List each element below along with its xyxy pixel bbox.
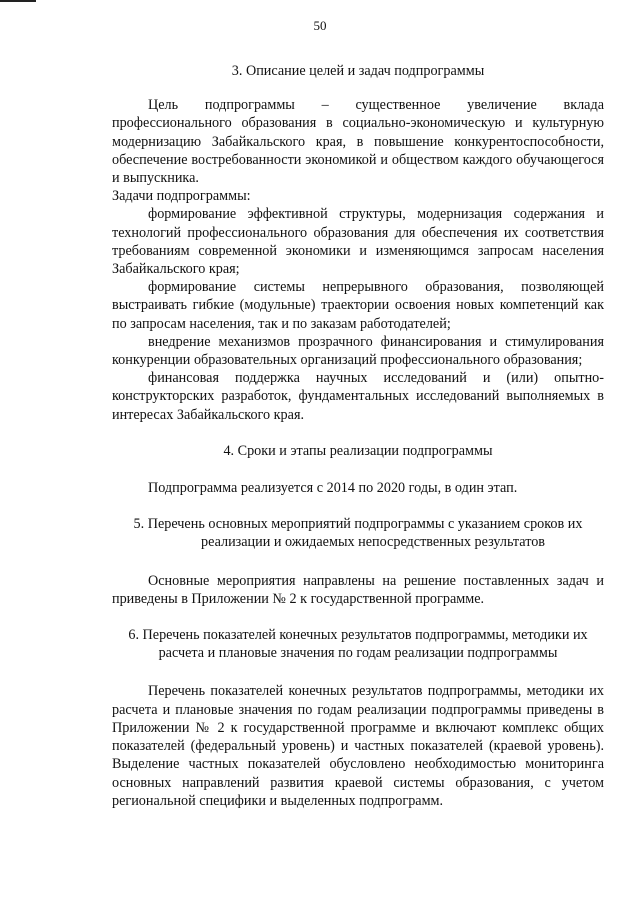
document-body (112, 62, 604, 810)
page-number: 50 (313, 18, 327, 33)
tasks-label: Задачи подпрограммы: (112, 188, 251, 205)
section-3-heading: 3. Описание целей и задач подпрограммы (231, 63, 485, 79)
section-5-heading-line2: реализации и ожидаемых непосредственных результатов (201, 534, 545, 551)
section-6-heading: 6. Перечень показателей конечных результатов подпрограммы, методики их расчета и плановые значения по годам реализации подпрограммы (128, 627, 588, 662)
corner-mark (0, 0, 36, 2)
task-item-4: финансовая поддержка научных исследований и (или) опытно-конструкторских разработок, фундаментальных исследований выполняемых в интересах Забайкальского края. (112, 370, 604, 423)
indicators-paragraph: Перечень показателей конечных результатов подпрограммы, методики их расчета и плановые значения по годам реализации подпрограммы приведены в Приложении № 2 к государственной программе и включают комплекс общих показателей (федеральный уровень) и частных показателей (краевой уровень). Выделение частных показателей обусловлено необходимостью мониторинга основных направлений развития краевой системы образования, с учетом региональной специфики и выделенных подпрограмм. (112, 683, 604, 809)
section-5-heading (112, 515, 604, 551)
task-item-2: формирование системы непрерывного образования, позволяющей выстраивать гибкие (модульные) траектории освоения новых компетенций как по запросам населения, так и по заказам работодателей; (112, 279, 604, 332)
section-4-heading: 4. Сроки и этапы реализации подпрограммы (223, 442, 493, 459)
activities-paragraph: Основные мероприятия направлены на решение поставленных задач и приведены в Приложении № 2 к государственной программе. (112, 572, 604, 607)
goal-paragraph: Цель подпрограммы – существенное увеличение вклада профессионального образования в социально-экономическую и культурную модернизацию Забайкальского края, в повышение конкурентоспособности, обеспечение востребованности экономикой и обществом каждого обучающегося и выпускника. (112, 97, 604, 187)
task-item-3: внедрение механизмов прозрачного финансирования и стимулирования конкуренции образовательных организаций профессионального образования; (112, 333, 604, 369)
section-5-heading-line1: 5. Перечень основных мероприятий подпрограммы с указанием сроков их (133, 516, 583, 533)
task-item-1: формирование эффективной структуры, модернизация содержания и технологий профессионального образования для обеспечения их соответствия требованиям современной экономики и изменяющимся запросам населения Забайкальского края; (112, 206, 604, 278)
timeline-paragraph: Подпрограмма реализуется с 2014 по 2020 годы, в один этап. (148, 480, 518, 497)
